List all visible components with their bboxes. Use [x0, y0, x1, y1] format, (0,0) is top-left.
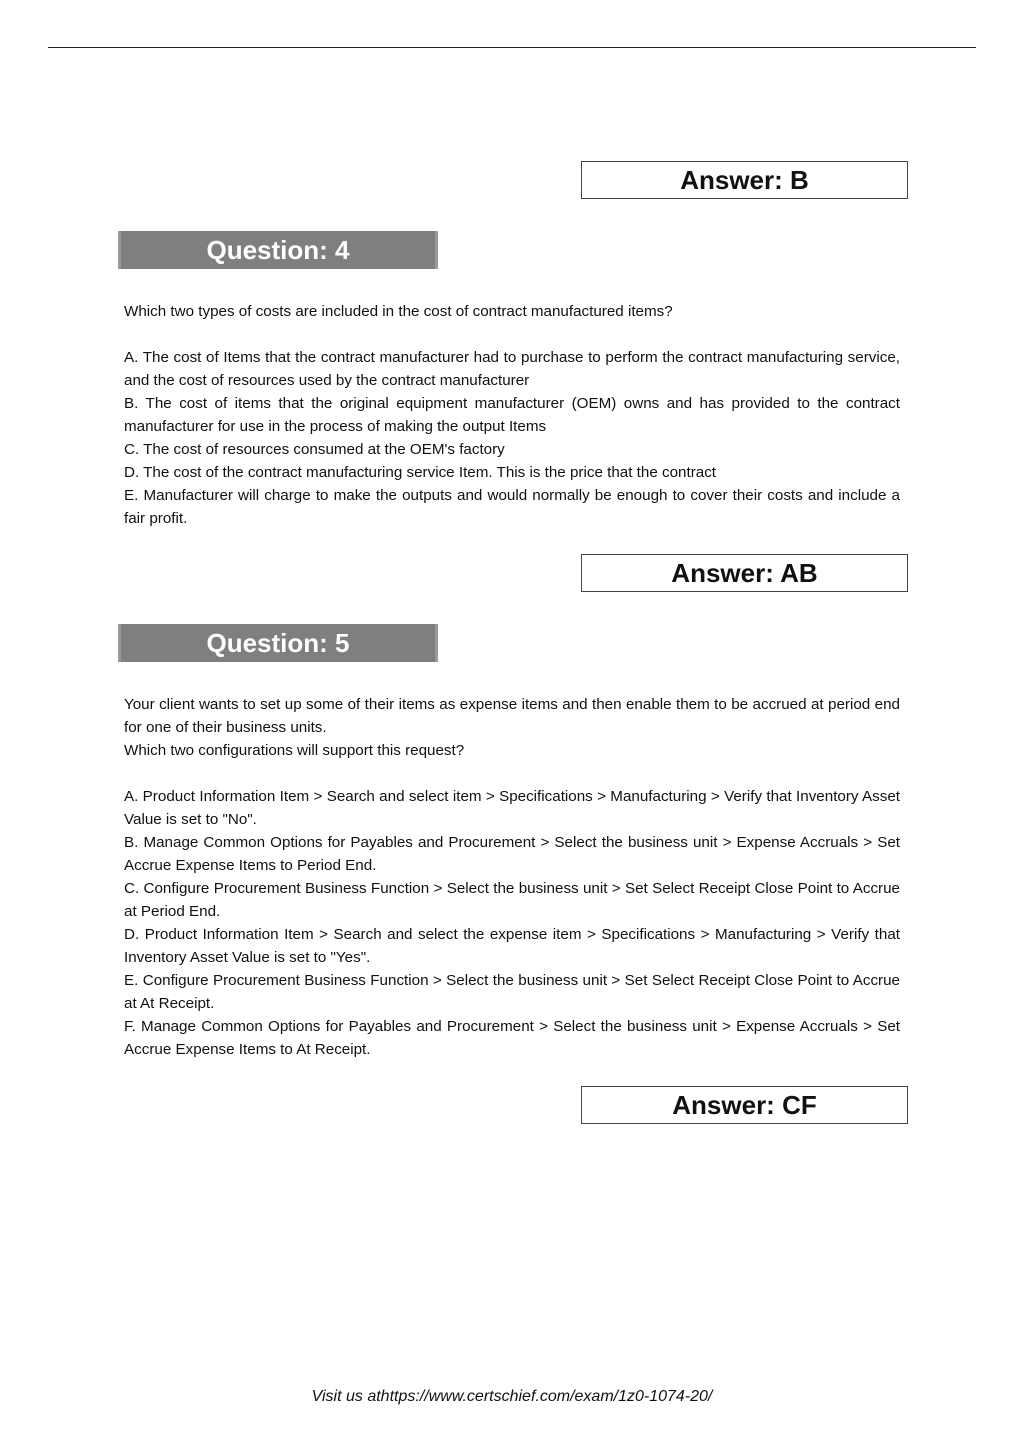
- question-5-option-b: B. Manage Common Options for Payables and Procurement > Select the business unit > Expense Accruals > Set Accrue Expense Items to Period End.: [124, 834, 900, 874]
- question-5-option-c: C. Configure Procurement Business Function > Select the business unit > Set Select Receipt Close Point to Accrue at Period End.: [124, 880, 900, 920]
- question-5-prompt-question: Which two configurations will support this request?: [124, 742, 465, 759]
- question-5-option-f: F. Manage Common Options for Payables and Procurement > Select the business unit > Expense Accruals > Set Accrue Expense Items to At Receipt.: [124, 1018, 900, 1058]
- header-divider: [48, 47, 976, 48]
- answer-box-q4: Answer: AB: [581, 554, 908, 592]
- question-5-option-e: E. Configure Procurement Business Function > Select the business unit > Set Select Receipt Close Point to Accrue at At Receipt.: [124, 972, 900, 1012]
- question-4-option-d: D. The cost of the contract manufacturing service Item. This is the price that the contract: [124, 464, 717, 481]
- question-banner-4: Question: 4: [118, 231, 438, 269]
- answer-box-q3: Answer: B: [581, 161, 908, 199]
- answer-box-q5: Answer: CF: [581, 1086, 908, 1124]
- question-4-prompt: Which two types of costs are included in the cost of contract manufactured items?: [124, 303, 673, 320]
- question-banner-5: Question: 5: [118, 624, 438, 662]
- question-5-option-a: A. Product Information Item > Search and select item > Specifications > Manufacturing > Verify that Inventory Asset Value is set to "No".: [124, 788, 900, 828]
- question-4-option-a: A. The cost of Items that the contract manufacturer had to purchase to perform the contract manufacturing service, and the cost of resources used by the contract manufacturer: [124, 349, 900, 389]
- footer-link[interactable]: Visit us athttps://www.certschief.com/exam/1z0-1074-20/: [311, 1388, 713, 1405]
- question-5-option-d: D. Product Information Item > Search and select the expense item > Specifications > Manufacturing > Verify that Inventory Asset Value is set to "Yes".: [124, 926, 900, 966]
- question-4-option-c: C. The cost of resources consumed at the OEM's factory: [124, 441, 505, 458]
- question-5-body: [124, 693, 900, 1061]
- question-5-prompt: Your client wants to set up some of their items as expense items and then enable them to be accrued at period end for one of their business units.: [124, 696, 900, 736]
- question-4-option-e: E. Manufacturer will charge to make the outputs and would normally be enough to cover their costs and include a fair profit.: [124, 487, 900, 527]
- question-4-body: [124, 300, 900, 530]
- question-4-option-b: B. The cost of items that the original equipment manufacturer (OEM) owns and has provided to the contract manufacturer for use in the process of making the output Items: [124, 395, 900, 435]
